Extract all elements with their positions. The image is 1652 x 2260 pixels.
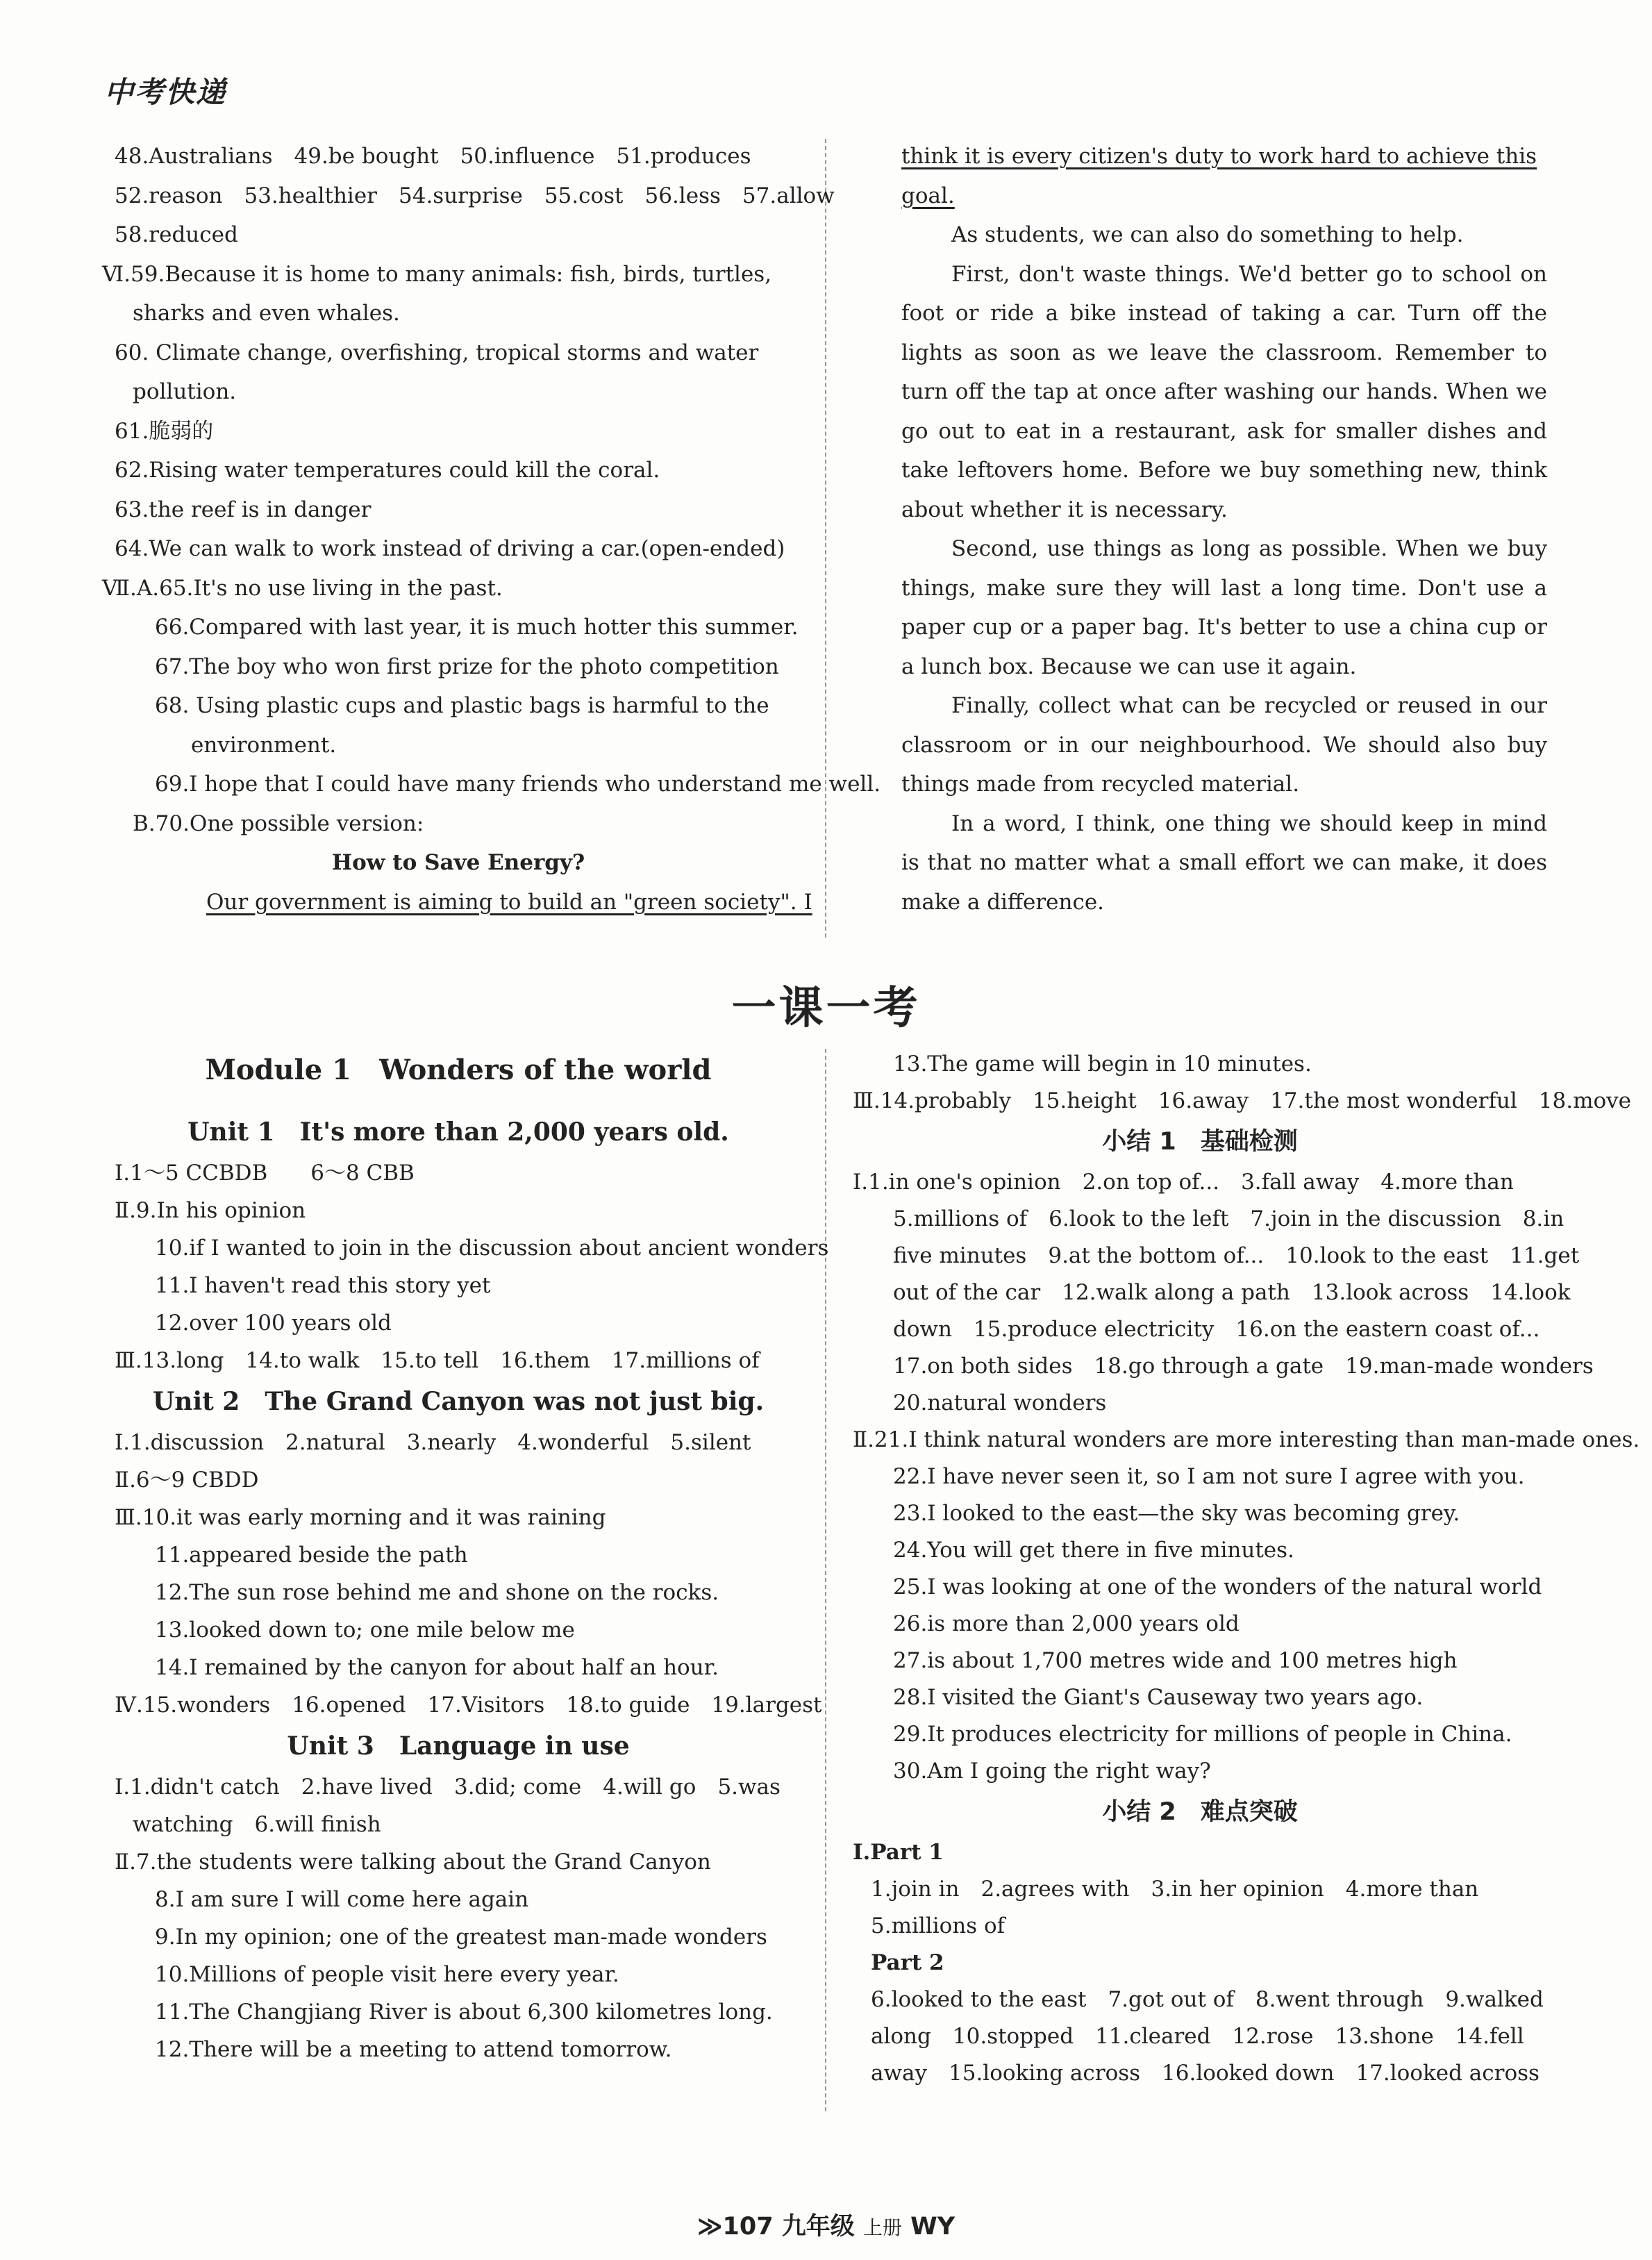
- answer-line: along 10.stopped 11.cleared 12.rose 13.shone 14.fell: [871, 2024, 1524, 2049]
- answer-line: pollution.: [133, 379, 237, 404]
- answer-line: 69.I hope that I could have many friends who understand me well.: [155, 772, 881, 797]
- answer-line: Ⅵ.59.Because it is home to many animals: fish, birds, turtles,: [102, 261, 772, 287]
- answer-line: 11.I haven't read this story yet: [155, 1273, 491, 1298]
- module-title: Module 1 Wonders of the world: [205, 1054, 712, 1086]
- top-left-column: [102, 137, 881, 922]
- answer-line: 64.We can walk to work instead of driving a car.(open-ended): [115, 536, 785, 561]
- answer-line: Ⅲ.13.long 14.to walk 15.to tell 16.them 17.millions of: [115, 1348, 760, 1373]
- answer-line: Ⅰ.1～5 CCBDB 6～8 CBB: [115, 1161, 415, 1186]
- answer-line: 29.It produces electricity for millions of people in China.: [893, 1722, 1512, 1747]
- essay-paragraph: First, don't waste things. We'd better go to school on foot or ride a bike instead of taking a car. Turn off the lights as soon as we leave the classroom. Remember to turn off the tap at once after washing our hands. When we go out to eat in a restaurant, ask for smaller dishes and take leftovers home. Before we buy something new, think about whether it is necessary.: [901, 261, 1547, 522]
- answer-line: 26.is more than 2,000 years old: [893, 1611, 1240, 1636]
- essay-paragraph: In a word, I think, one thing we should keep in mind is that no matter what a small effort we can make, it does make a difference.: [901, 811, 1547, 915]
- answer-line: down 15.produce electricity 16.on the eastern coast of...: [893, 1317, 1540, 1342]
- answer-line: watching 6.will finish: [133, 1812, 381, 1837]
- unit-title: Unit 1 It's more than 2,000 years old.: [187, 1117, 729, 1147]
- answer-line: 24.You will get there in five minutes.: [893, 1538, 1294, 1563]
- essay-line: think it is every citizen's duty to work hard to achieve this: [901, 144, 1537, 169]
- answer-line: sharks and even whales.: [133, 301, 400, 326]
- answer-line: Ⅲ.10.it was early morning and it was raining: [115, 1505, 606, 1530]
- answer-line: 58.reduced: [115, 222, 238, 247]
- answer-line: 66.Compared with last year, it is much hotter this summer.: [155, 615, 799, 640]
- answer-line: 13.The game will begin in 10 minutes.: [893, 1052, 1312, 1077]
- column-divider-bottom: [825, 1049, 826, 2111]
- answer-line: Ⅱ.9.In his opinion: [115, 1198, 306, 1223]
- answer-line: Ⅰ.1.didn't catch 2.have lived 3.did; come 4.will go 5.was: [115, 1775, 781, 1800]
- answer-line: 11.The Changjiang River is about 6,300 kilometres long.: [155, 2000, 773, 2025]
- unit-title: Unit 2 The Grand Canyon was not just big.: [152, 1387, 765, 1416]
- part-label: Part 2: [871, 1950, 944, 1975]
- answer-line: 30.Am I going the right way?: [893, 1759, 1211, 1784]
- answer-line: Ⅱ.7.the students were talking about the Grand Canyon: [115, 1850, 711, 1875]
- essay-paragraph: As students, we can also do something to help.: [951, 222, 1464, 247]
- answer-line: 68. Using plastic cups and plastic bags is harmful to the: [155, 693, 769, 718]
- answer-line: 25.I was looking at one of the wonders of the natural world: [893, 1574, 1542, 1600]
- page-footer: [0, 2207, 1652, 2242]
- answer-line: 28.I visited the Giant's Causeway two years ago.: [893, 1685, 1424, 1710]
- answer-line: 23.I looked to the east—the sky was becoming grey.: [893, 1501, 1460, 1526]
- answer-line: 9.In my opinion; one of the greatest man-made wonders: [155, 1925, 767, 1950]
- answer-line: 12.over 100 years old: [155, 1311, 392, 1336]
- answer-line: 11.appeared beside the path: [155, 1543, 468, 1568]
- volume-label: 上册: [862, 2216, 902, 2239]
- answer-line: Ⅳ.15.wonders 16.opened 17.Visitors 18.to guide 19.largest: [115, 1693, 822, 1718]
- answer-line: 1.join in 2.agrees with 3.in her opinion 4.more than: [871, 1877, 1479, 1902]
- answer-line: 14.I remained by the canyon for about half an hour.: [155, 1655, 719, 1680]
- essay-line: goal.: [901, 183, 955, 208]
- section-title: 一课一考: [731, 983, 921, 1034]
- answer-line: Ⅱ.21.I think natural wonders are more interesting than man-made ones.: [853, 1427, 1640, 1452]
- answer-line: 5.millions of 6.look to the left 7.join in the discussion 8.in: [893, 1206, 1565, 1231]
- answer-line: 48.Australians 49.be bought 50.influence 51.produces: [115, 144, 751, 169]
- answer-line: environment.: [191, 732, 337, 758]
- essay-title: How to Save Energy?: [331, 850, 585, 875]
- answer-line: 20.natural wonders: [893, 1390, 1107, 1415]
- unit-title: Unit 3 Language in use: [287, 1731, 630, 1761]
- answer-line: 60. Climate change, overfishing, tropical storms and water: [115, 340, 759, 365]
- essay-paragraph: Second, use things as long as possible. When we buy things, make sure they will last a long time. Don't use a paper cup or a paper bag. It's better to use a china cup or a lunch box. Because we can use it again.: [901, 536, 1547, 679]
- answer-line: 8.I am sure I will come here again: [155, 1887, 529, 1912]
- answer-line: 62.Rising water temperatures could kill the coral.: [115, 458, 660, 483]
- answer-line: 22.I have never seen it, so I am not sure I agree with you.: [893, 1464, 1525, 1489]
- edition-label: WY: [910, 2213, 956, 2241]
- answer-line: Ⅶ.A.65.It's no use living in the past.: [102, 575, 503, 601]
- column-divider-top: [825, 139, 826, 938]
- answer-line: 10.Millions of people visit here every year.: [155, 1962, 619, 1987]
- answer-line: out of the car 12.walk along a path 13.look across 14.look: [893, 1280, 1571, 1305]
- answer-line: Ⅰ.1.discussion 2.natural 3.nearly 4.wonderful 5.silent: [115, 1430, 751, 1455]
- answer-line: 12.The sun rose behind me and shone on the rocks.: [155, 1580, 719, 1605]
- answer-line: Ⅰ.1.in one's opinion 2.on top of... 3.fall away 4.more than: [853, 1170, 1514, 1195]
- answer-line: away 15.looking across 16.looked down 17.looked across: [871, 2061, 1540, 2086]
- part-label: Ⅰ.Part 1: [853, 1840, 944, 1865]
- brand-title: 中考快递: [104, 75, 227, 109]
- essay-line: Our government is aiming to build an "green society". I: [206, 889, 812, 915]
- answer-line: five minutes 9.at the bottom of... 10.look to the east 11.get: [893, 1243, 1580, 1268]
- answer-line: 61.脆弱的: [115, 418, 214, 444]
- answer-line: 27.is about 1,700 metres wide and 100 metres high: [893, 1648, 1458, 1673]
- answer-line: 67.The boy who won first prize for the photo competition: [155, 654, 779, 679]
- grade-label: 九年级: [781, 2213, 855, 2241]
- answer-line: 5.millions of: [871, 1913, 1006, 1938]
- answer-line: 52.reason 53.healthier 54.surprise 55.cost 56.less 57.allow: [115, 183, 835, 208]
- arrows-icon: ≫: [696, 2213, 723, 2241]
- bottom-right-column: [853, 1046, 1640, 2092]
- answer-line: Ⅱ.6～9 CBDD: [115, 1468, 259, 1493]
- bottom-left-column: [115, 1046, 829, 2068]
- answer-line: 12.There will be a meeting to attend tomorrow.: [155, 2037, 672, 2062]
- answer-line: 6.looked to the east 7.got out of 8.went through 9.walked: [871, 1987, 1544, 2012]
- answer-line: Ⅲ.14.probably 15.height 16.away 17.the most wonderful 18.move: [853, 1088, 1632, 1113]
- answer-line: 13.looked down to; one mile below me: [155, 1618, 575, 1643]
- top-right-column: [901, 137, 1547, 922]
- page-number: 107: [722, 2213, 774, 2241]
- summary-title: 小结 1 基础检测: [1102, 1128, 1298, 1156]
- essay-paragraph: Finally, collect what can be recycled or reused in our classroom or in our neighbourhood. We should also buy things made from recycled material.: [901, 693, 1547, 797]
- answer-line: 10.if I wanted to join in the discussion about ancient wonders: [155, 1236, 829, 1261]
- answer-line: B.70.One possible version:: [133, 811, 424, 836]
- summary-title: 小结 2 难点突破: [1102, 1798, 1298, 1826]
- answer-line: 63.the reef is in danger: [115, 497, 372, 522]
- answer-line: 17.on both sides 18.go through a gate 19.man-made wonders: [893, 1354, 1594, 1379]
